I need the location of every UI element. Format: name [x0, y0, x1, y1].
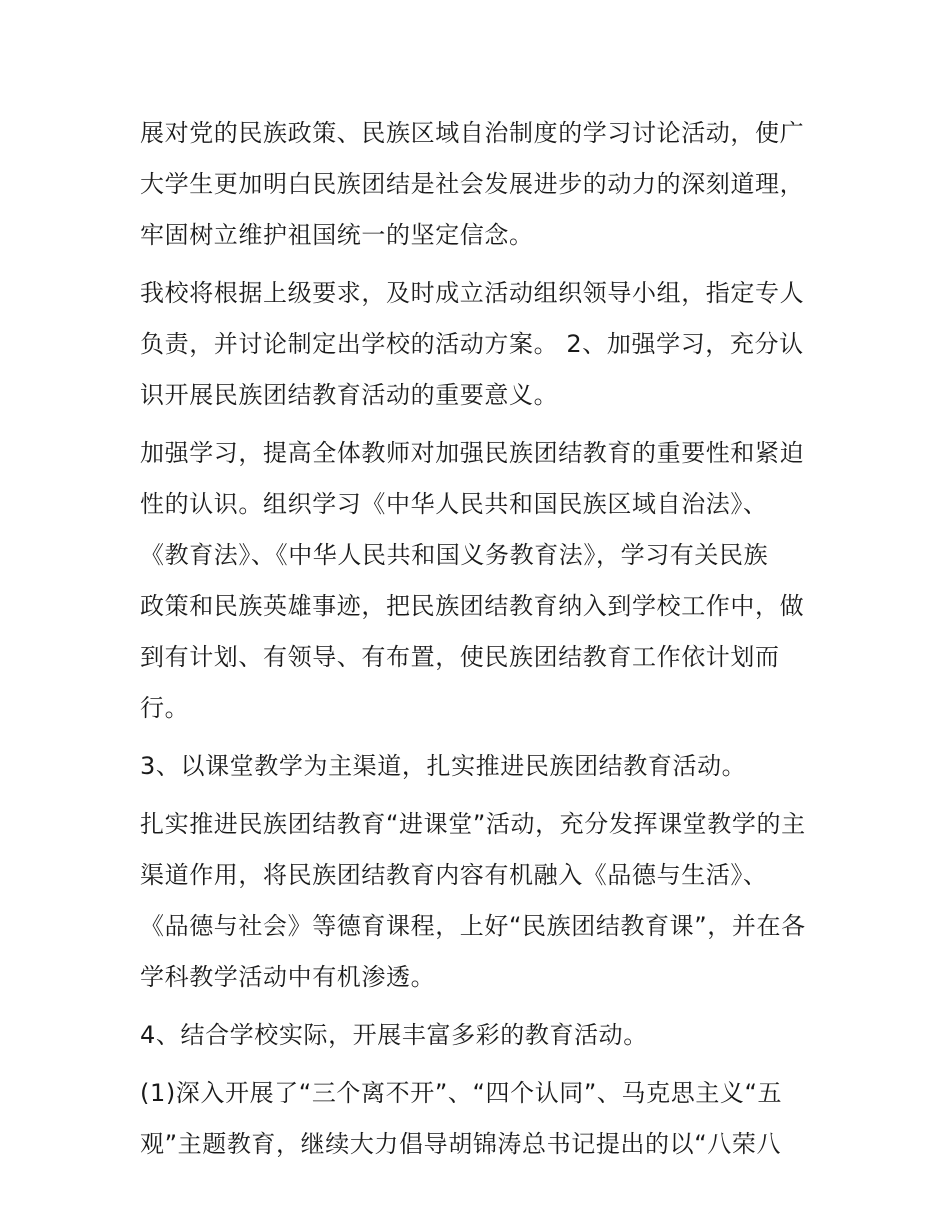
text-line: 到有计划、有领导、有布置，使民族团结教育工作依计划而 [140, 643, 780, 671]
section-heading [140, 1010, 820, 1061]
text-line: 我校将根据上级要求，及时成立活动组织领导小组，指定专人 [140, 279, 805, 307]
text-line: 观”主题教育，继续大力倡导胡锦涛总书记提出的以“八荣八 [140, 1130, 782, 1158]
text-line: 性的认识。组织学习《中华人民共和国民族区域自治法》、 [140, 490, 768, 518]
text-line: 加强学习，提高全体教师对加强民族团结教育的重要性和紧迫 [140, 439, 805, 467]
text-line: 4、结合学校实际，开展丰富多彩的教育活动。 [140, 1021, 648, 1049]
text-line: 3、以课堂教学为主渠道，扎实推进民族团结教育活动。 [140, 752, 747, 780]
text-line: 识开展民族团结教育活动的重要意义。 [140, 381, 559, 409]
text-line: 行。 [140, 694, 190, 722]
text-line: 扎实推进民族团结教育“进课堂”活动，充分发挥课堂教学的主 [140, 810, 806, 838]
paragraph [140, 428, 820, 734]
text-line: 学科教学活动中有机渗透。 [140, 963, 436, 991]
text-line: 牢固树立维护祖国统一的坚定信念。 [140, 221, 534, 249]
text-line: 《教育法》、《中华人民共和国义务教育法》，学习有关民族 [140, 541, 769, 569]
text-line: 展对党的民族政策、民族区域自治制度的学习讨论活动，使广 [140, 119, 805, 147]
paragraph [140, 108, 820, 261]
paragraph [140, 268, 820, 421]
text-line: 大学生更加明白民族团结是社会发展进步的动力的深刻道理， [140, 170, 805, 198]
text-line: 负责，并讨论制定出学校的活动方案。 2、加强学习，充分认 [140, 330, 804, 358]
section-heading [140, 741, 820, 792]
document-body [140, 108, 820, 1170]
paragraph [140, 1068, 820, 1170]
text-line: (1)深入开展了“三个离不开”、“四个认同”、马克思主义“五 [140, 1079, 783, 1107]
text-line: 渠道作用，将民族团结教育内容有机融入《品德与生活》、 [140, 861, 768, 889]
paragraph [140, 799, 820, 1003]
text-line: 《品德与社会》等德育课程，上好“民族团结教育课”，并在各 [140, 912, 806, 940]
text-line: 政策和民族英雄事迹，把民族团结教育纳入到学校工作中，做 [140, 592, 805, 620]
